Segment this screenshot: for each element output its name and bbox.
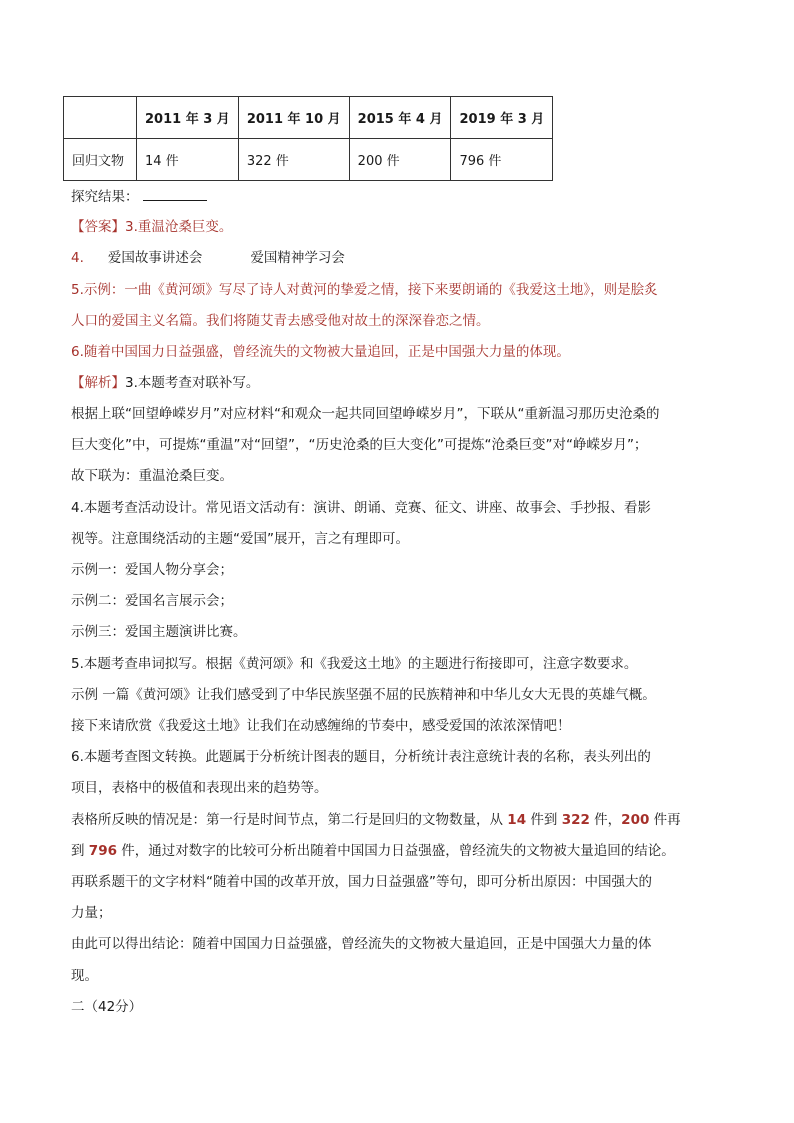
table-cell: 796 件 — [451, 139, 553, 181]
highlight-number: 322 — [561, 812, 590, 828]
artifact-return-table — [63, 96, 553, 181]
table-cell: 回归文物 — [64, 139, 137, 181]
analysis-line: 由此可以得出结论：随着中国国力日益强盛，曾经流失的文物被大量追回，正是中国强大力量的体 — [71, 936, 652, 952]
text-run: 到 — [71, 843, 89, 859]
answer-3-text: 3.重温沧桑巨变。 — [125, 219, 233, 235]
answer-5-line: 5.示例：一曲《黄河颂》写尽了诗人对黄河的挚爱之情，接下来要朗诵的《我爱这土地》，则是脍炙 — [71, 282, 658, 298]
analysis-line — [71, 841, 675, 861]
answer-4-item: 爱国精神学习会 — [250, 250, 345, 266]
analysis-line: 示例 一篇《黄河颂》让我们感受到了中华民族坚强不屈的民族精神和中华儿女大无畏的英雄气概。 — [71, 687, 656, 703]
analysis-line: 根据上联“回望峥嵘岁月”对应材料“和观众一起共同回望峥嵘岁月”，下联从“重新温习那历史沧桑的 — [71, 406, 660, 422]
table-cell — [64, 97, 137, 139]
text-run: 件， — [589, 812, 622, 828]
text-run: 件，通过对数字的比较可分析出随着中国国力日益强盛，曾经流失的文物被大量追回的结论。 — [116, 843, 675, 859]
answer-4-item: 爱国故事讲述会 — [107, 250, 203, 266]
answer-4-number: 4. — [71, 250, 84, 266]
text-run: 件再 — [649, 812, 681, 828]
table-cell: 2015 年 4 月 — [349, 97, 451, 139]
result-line — [71, 186, 207, 207]
analysis-line: 4.本题考查活动设计。常见语文活动有：演讲、朗诵、竞赛、征文、讲座、故事会、手抄报、看影 — [71, 500, 651, 516]
answer-blank — [143, 186, 207, 201]
highlight-number: 14 — [507, 812, 527, 828]
analysis-line: 示例一：爱国人物分享会； — [71, 562, 233, 578]
analysis-line: 巨大变化”中，可提炼“重温”对“回望”，“历史沧桑的巨大变化”可提炼“沧桑巨变”对“峥嵘岁月”； — [71, 437, 648, 453]
analysis-line: 现。 — [71, 968, 98, 984]
answer-6: 6.随着中国国力日益强盛，曾经流失的文物被大量追回，正是中国强大力量的体现。 — [71, 344, 570, 360]
section-heading: 二（42分） — [71, 999, 143, 1015]
answer-tag: 【答案】 — [71, 219, 125, 235]
table-cell: 200 件 — [349, 139, 451, 181]
table-cell: 322 件 — [238, 139, 349, 181]
table-row — [64, 139, 553, 181]
answer-4 — [71, 248, 345, 268]
analysis-line: 6.本题考查图文转换。此题属于分析统计图表的题目，分析统计表注意统计表的名称，表头列出的 — [71, 749, 651, 765]
analysis-line: 再联系题干的文字材料“随着中国的改革开放，国力日益强盛”等句，即可分析出原因：中国强大的 — [71, 874, 652, 890]
answer-3 — [71, 217, 232, 237]
analysis-3-head — [71, 373, 259, 393]
text-run: 表格所反映的情况是：第一行是时间节点，第二行是回归的文物数量，从 — [71, 812, 508, 828]
analysis-line: 示例三：爱国主题演讲比赛。 — [71, 624, 247, 640]
analysis-line: 故下联为：重温沧桑巨变。 — [71, 468, 233, 484]
analysis-tag: 【解析】 — [71, 375, 125, 391]
analysis-line: 5.本题考查串词拟写。根据《黄河颂》和《我爱这土地》的主题进行衔接即可，注意字数要求。 — [71, 656, 638, 672]
table-cell: 2011 年 10 月 — [238, 97, 349, 139]
analysis-line: 示例二：爱国名言展示会； — [71, 593, 233, 609]
highlight-number: 200 — [621, 812, 650, 828]
analysis-line: 力量； — [71, 905, 112, 921]
analysis-line: 接下来请欣赏《我爱这土地》让我们在动感缠绵的节奏中，感受爱国的浓浓深情吧！ — [71, 718, 571, 734]
analysis-line: 项目，表格中的极值和表现出来的趋势等。 — [71, 780, 328, 796]
table-cell: 2011 年 3 月 — [137, 97, 239, 139]
analysis-line — [71, 810, 681, 830]
analysis-line: 视等。注意围绕活动的主题“爱国”展开，言之有理即可。 — [71, 531, 409, 547]
analysis-3-title: 3.本题考查对联补写。 — [125, 375, 260, 391]
table-header-row — [64, 97, 553, 139]
highlight-number: 796 — [88, 843, 117, 859]
table-cell: 14 件 — [137, 139, 239, 181]
result-label: 探究结果： — [71, 189, 139, 205]
table-cell: 2019 年 3 月 — [451, 97, 553, 139]
text-run: 件到 — [526, 812, 562, 828]
answer-5-line: 人口的爱国主义名篇。我们将随艾青去感受他对故土的深深眷恋之情。 — [71, 313, 490, 329]
